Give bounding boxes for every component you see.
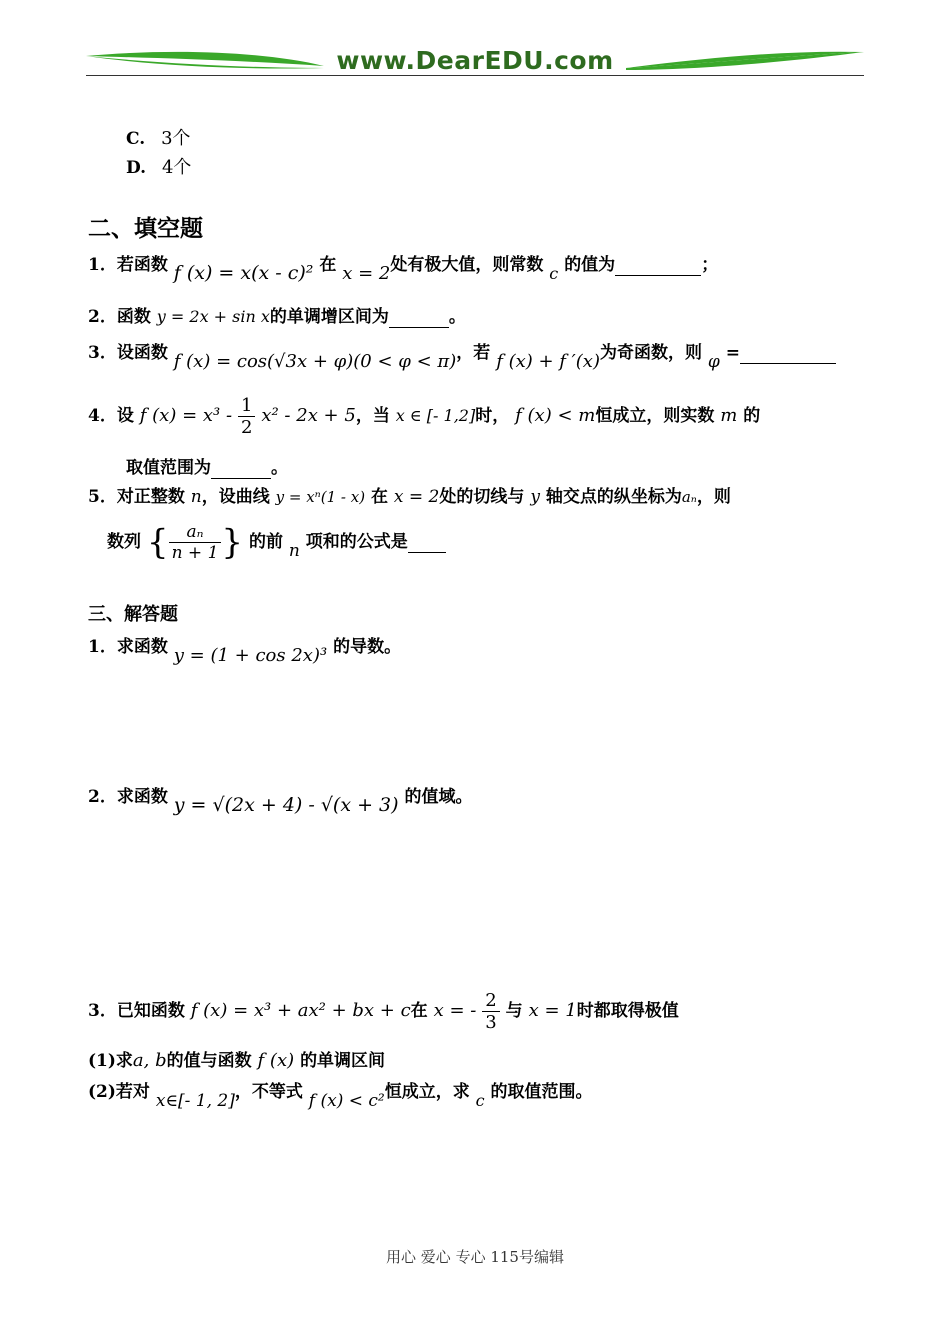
choice-text: 4个 [161,157,192,178]
formula: y = (1 + cos 2x)³ [173,645,328,666]
question-number: 1． [88,255,117,275]
formula: x = 1 [528,1000,577,1021]
question-number: 5． [88,487,117,507]
formula: n [288,541,300,561]
formula: a, b [132,1050,167,1071]
formula: f (x) [257,1050,295,1071]
formula: aₙ [681,488,697,506]
question-number: 3． [88,343,117,363]
fraction-two-thirds: $\frac{2}{3}$ [482,990,499,1033]
answer-blank[interactable] [389,307,449,328]
fill-question-5-line2: 数列 { $\frac{\text{aₙ}}{n + 1}$ } 的前 n 项和的公式是 [107,522,446,563]
question-number: 1． [88,637,117,657]
formula: φ [707,352,720,372]
left-brace: { [146,522,169,563]
question-number: 4． [88,406,117,426]
formula: x² - 2x + 5 [261,405,356,426]
formula: y = √(2x + 4) - √(x + 3) [173,794,399,816]
page-footer: 用心 爱心 专心 115号编辑 [386,1248,564,1266]
solve-question-3-part1: (1)求a, b的值与函数 f (x) 的单调区间 [88,1050,386,1071]
question-number: 3． [88,1001,117,1021]
formula: f (x) = x³ + ax² + bx + c [190,1000,411,1021]
answer-blank[interactable] [615,255,701,276]
solve-question-2: 2．求函数 y = √(2x + 4) - √(x + 3) 的值域。 [88,787,473,816]
choice-letter: D. [126,158,147,178]
choice-letter: C. [126,129,146,149]
fill-question-1: 1．若函数 f (x) = x(x - c)² 在 x = 2处有极大值，则常数 c 的值为 ； [88,255,719,284]
formula: f (x) + f ′(x) [496,351,600,372]
solve-question-3-part2: (2)若对 x∈[- 1, 2]，不等式 f (x) < c²恒成立，求 c 的取值范围。 [88,1082,593,1111]
section-title-fill-in: 二、填空题 [88,215,203,242]
formula: f (x) < c² [308,1091,385,1111]
choice-text: 3个 [161,128,191,149]
formula: f (x) = x(x - c)² [173,262,314,284]
formula: c [549,264,559,283]
formula: n [190,487,202,507]
fill-question-3: 3．设函数 f (x) = cos(√3x + φ)(0 < φ < π)，若 f (x) + f ′(x)为奇函数，则 φ = [88,338,836,364]
fill-question-4: 4．设 f (x) = x³ - $\frac{1}{2}$ x² - 2x + 5，当 x ∈ [- 1,2]时， f (x) < m恒成立，则实数 m 的 [88,395,761,438]
formula: x = - [433,1000,477,1021]
site-logo-text[interactable]: www.DearEDU.com [336,46,614,75]
right-brace: } [221,522,244,563]
choice-d [126,153,191,179]
formula: y = xⁿ(1 - x) [275,488,366,506]
question-number: 2． [88,787,117,807]
formula: y [530,487,540,507]
formula: f (x) < m [515,405,596,426]
formula: c [475,1091,485,1110]
fill-question-2: 2．函数 y = 2x + sin x的单调增区间为 。 [88,307,466,327]
header-divider [86,75,864,76]
solve-question-1: 1．求函数 y = (1 + cos 2x)³ 的导数。 [88,637,402,666]
fill-question-5: 5．对正整数 n，设曲线 y = xⁿ(1 - x) 在 x = 2处的切线与 y 轴交点的纵坐标为aₙ，则 [88,487,731,507]
answer-blank[interactable] [740,343,836,364]
fill-question-4-line2: 取值范围为 。 [126,458,288,478]
answer-blank[interactable] [211,458,271,479]
formula: f (x) = x³ - [139,405,233,426]
solve-question-3: 3．已知函数 f (x) = x³ + ax² + bx + c在 x = - $\frac{2}{3}$ 与 x = 1时都取得极值 [88,990,679,1033]
answer-blank[interactable] [408,532,446,553]
question-number: 2． [88,307,117,327]
choice-c [126,124,191,150]
formula: x = 2 [393,487,440,507]
sequence-fraction: $\frac{\text{aₙ}}{n + 1}$ [169,522,222,563]
formula: x∈[- 1, 2] [155,1091,235,1111]
formula: f (x) = cos(√3x + φ)(0 < φ < π) [173,351,457,372]
formula: x ∈ [- 1,2] [395,406,476,425]
section-title-solve: 三、解答题 [88,604,178,625]
formula: x = 2 [342,263,391,284]
formula: y = 2x + sin x [156,307,270,326]
fraction-one-half: $\frac{1}{2}$ [238,395,255,438]
formula: m [720,405,738,426]
